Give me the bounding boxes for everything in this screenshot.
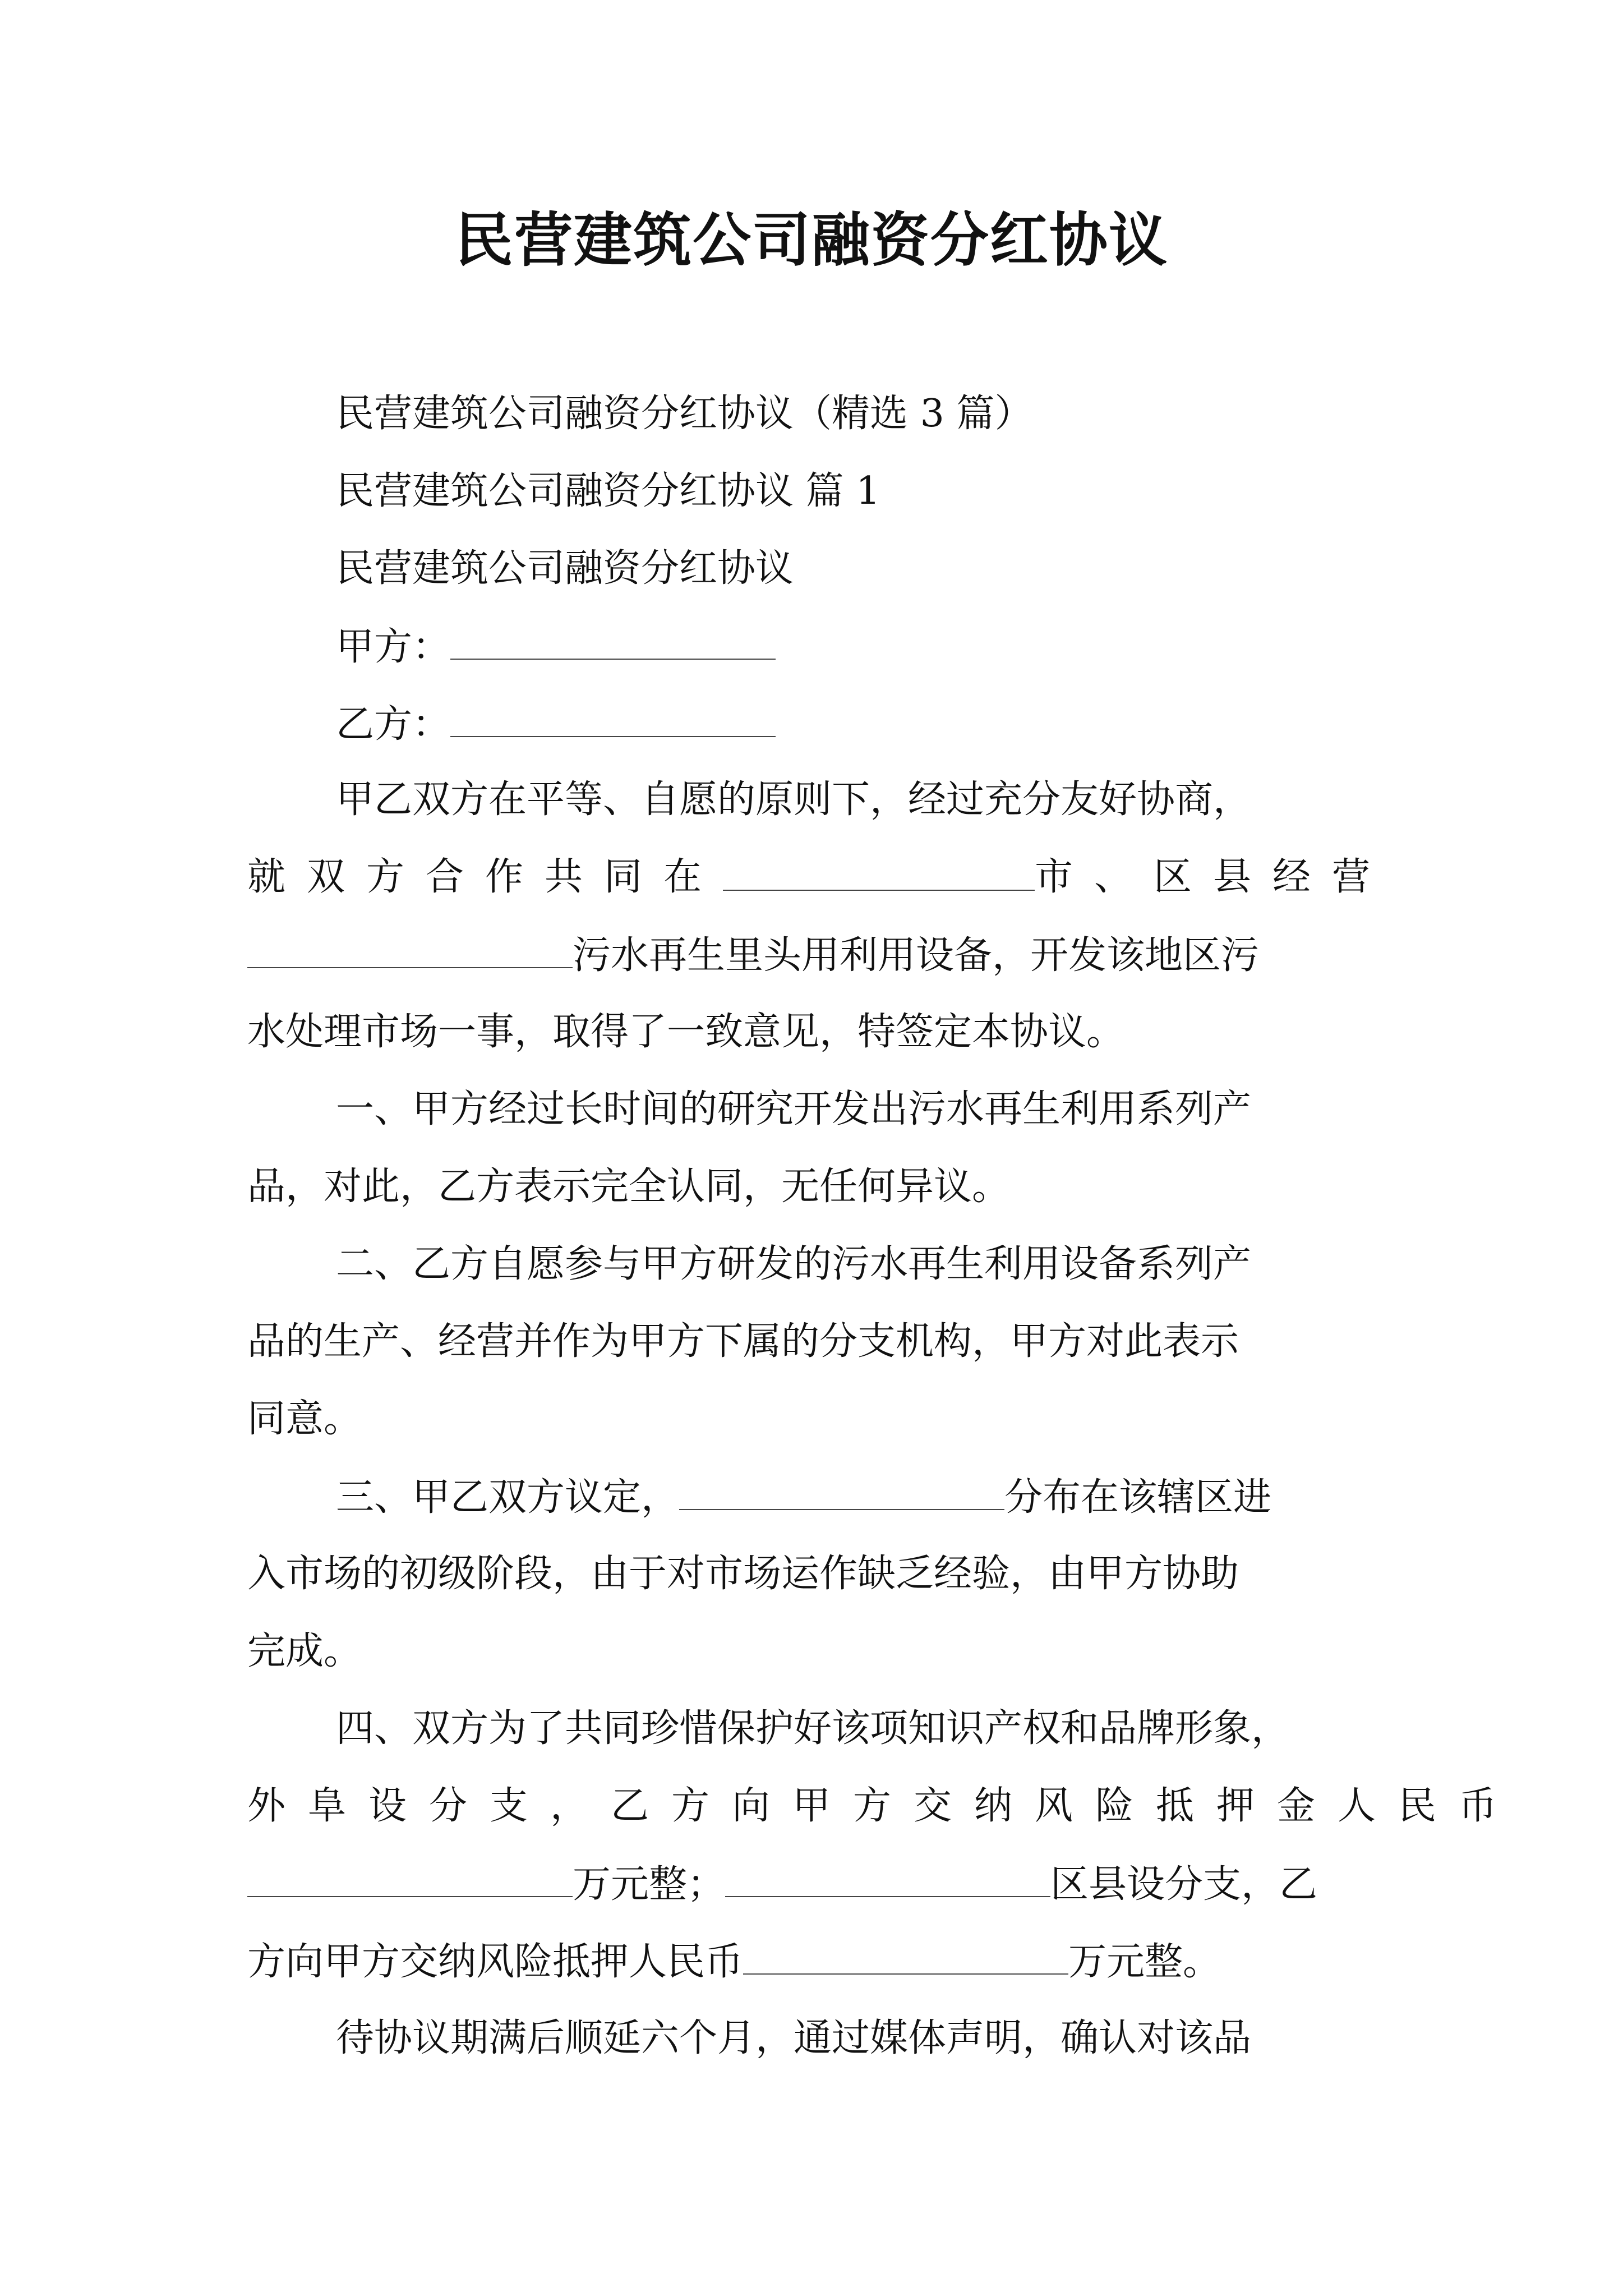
party-a-blank: [450, 619, 776, 660]
para-intro-text-b: 市、区县经营: [1034, 855, 1391, 899]
clause-4-text-e: 万元整。: [1068, 1940, 1221, 1984]
party-a-row: [336, 619, 1480, 674]
agreement-heading: 民营建筑公司融资分红协议: [336, 546, 794, 591]
clause-2-line-2: 品的生产、经营并作为甲方下属的分支机构，甲方对此表示: [247, 1319, 1239, 1364]
party-b-blank: [450, 697, 776, 737]
party-b-row: [336, 697, 1480, 752]
deposit-blank-1: [247, 1857, 573, 1897]
clause-4-text-d: 方向甲方交纳风险抵押人民币: [247, 1940, 744, 1984]
city-blank: [723, 850, 1035, 891]
clause-3-line-3: 完成。: [247, 1629, 362, 1673]
para-intro-line-4: 水处理市场一事，取得了一致意见，特签定本协议。: [247, 1010, 1125, 1054]
clause-4-line-3: [247, 1857, 1391, 1912]
clause-4-text-a: 外阜设分支，乙方向甲方交纳风险抵押金人民币: [247, 1784, 1520, 1828]
para-intro-line-3: [247, 928, 1391, 983]
clause-3-line-1: [336, 1470, 1480, 1525]
clause-4-line-4: [247, 1934, 1391, 1989]
clause-4-line-2: [247, 1779, 1520, 1833]
clause-1-line-2: 品，对此，乙方表示完全认同，无任何异议。: [247, 1165, 1011, 1209]
para-intro-line-2: [247, 850, 1391, 904]
clause-2-line-1: 二、乙方自愿参与甲方研发的污水再生利用设备系列产: [336, 1242, 1252, 1286]
business-blank: [247, 928, 573, 968]
para-intro-text-a: 就双方合作共同在: [247, 855, 723, 899]
clause-4-line-1: 四、双方为了共同珍惜保护好该项知识产权和品牌形象，: [336, 1706, 1290, 1751]
subtitle-collection: 民营建筑公司融资分红协议（精选 3 篇）: [336, 392, 1033, 436]
district-blank: [725, 1857, 1050, 1897]
clause-3-line-2: 入市场的初级阶段，由于对市场运作缺乏经验，由甲方协助: [247, 1552, 1239, 1596]
clause-3-text-b: 分布在该辖区进: [1004, 1475, 1272, 1520]
document-title: 民营建筑公司融资分红协议: [454, 206, 1168, 274]
clause-2-line-3: 同意。: [247, 1397, 362, 1441]
clause-4-text-b: 万元整；: [573, 1862, 726, 1907]
clause-3-text-a: 三、甲乙双方议定，: [336, 1475, 680, 1520]
clause-1-line-1: 一、甲方经过长时间的研究开发出污水再生利用系列产: [336, 1087, 1252, 1131]
deposit-blank-2: [743, 1934, 1068, 1975]
para-intro-line-1: 甲乙双方在平等、自愿的原则下，经过充分友好协商，: [336, 777, 1252, 822]
clause-3-blank: [679, 1470, 1004, 1510]
clause-4-text-c: 区县设分支，乙: [1050, 1862, 1318, 1907]
clause-extension-line-1: 待协议期满后顺延六个月，通过媒体声明，确认对该品: [336, 2016, 1252, 2060]
party-a-label: 甲方：: [336, 625, 451, 669]
party-b-label: 乙方：: [336, 702, 451, 747]
subtitle-article: 民营建筑公司融资分红协议 篇 1: [336, 469, 880, 513]
para-intro-text-c: 污水再生里头用利用设备，开发该地区污: [573, 933, 1260, 978]
